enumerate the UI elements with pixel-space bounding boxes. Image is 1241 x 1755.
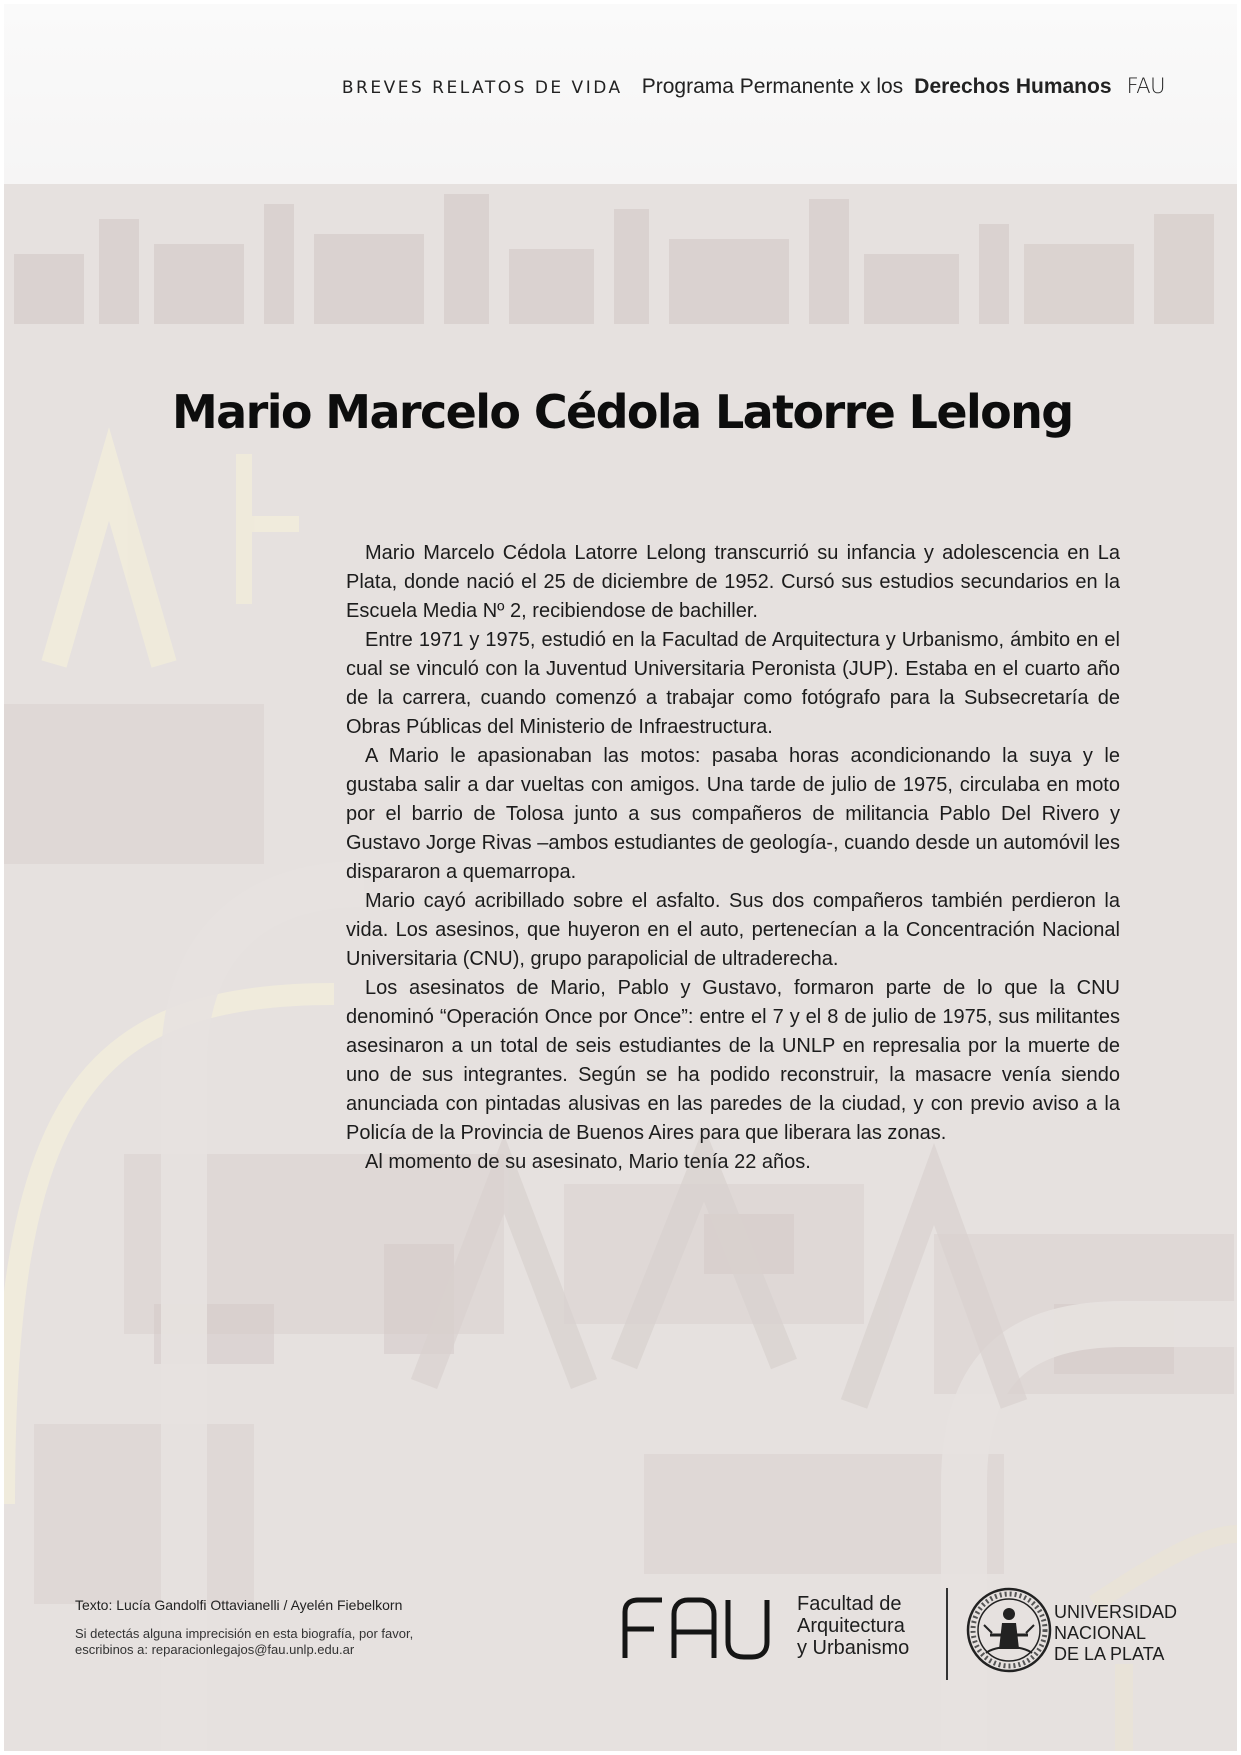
header-brand: FAU	[1126, 74, 1165, 98]
unlp-seal-icon	[966, 1587, 1052, 1673]
bio-paragraph: A Mario le apasionaban las motos: pasaba horas acondicionando la suya y le gustaba salir a dar vueltas con amigos. Una tarde de julio de 1975, circulaba en moto por el barrio de Tolosa junto a sus compañeros de militancia Pablo Del Rivero y Gustavo Jorge Rivas –ambos estudiantes de geología-, cuando desde un automóvil les dispararon a quemarropa.	[346, 745, 1120, 883]
bio-paragraph: Mario cayó acribillado sobre el asfalto. Sus dos compañeros también perdieron la vida. Los asesinos, que huyeron en el auto, pertenecían a la Concentración Nacional Universitaria (CNU), grupo parapolicial de ultraderecha.	[346, 890, 1120, 970]
document-sheet	[4, 4, 1237, 1751]
fau-name-line: y Urbanismo	[797, 1637, 910, 1659]
fau-name-line: Facultad de	[797, 1593, 902, 1615]
program-bold-label: Derechos Humanos	[914, 75, 1112, 98]
note-line: escribinos a: reparacionlegajos@fau.unlp.edu.ar	[75, 1642, 355, 1657]
series-label: BREVES RELATOS DE VIDA	[341, 78, 623, 98]
fau-name	[797, 1593, 909, 1659]
page-title: Mario Marcelo Cédola Latorre Lelong	[172, 385, 1073, 439]
header-line	[342, 74, 1165, 99]
note-line: Si detectás alguna imprecisión en esta biografía, por favor,	[75, 1626, 414, 1641]
bio-paragraph: Al momento de su asesinato, Mario tenía 22 años.	[365, 1151, 811, 1173]
biography-text	[346, 539, 1120, 1177]
bio-paragraph: Mario Marcelo Cédola Latorre Lelong transcurrió su infancia y adolescencia en La Plata, donde nació el 25 de diciembre de 1952. Cursó sus estudios secundarios en la Escuela Media Nº 2, recibiendose de bachiller.	[346, 542, 1120, 622]
fau-name-line: Arquitectura	[797, 1615, 905, 1637]
bio-paragraph: Entre 1971 y 1975, estudió en la Facultad de Arquitectura y Urbanismo, ámbito en el cual se vinculó con la Juventud Universitaria Peronista (JUP). Estaba en el cuarto año de la carrera, cuando comenzó a trabajar como fotógrafo para la Subsecretaría de Obras Públicas del Ministerio de Infraestructura.	[346, 629, 1120, 738]
unlp-name-line: NACIONAL	[1054, 1623, 1147, 1643]
program-label: Programa Permanente x los	[641, 75, 904, 98]
correction-note	[75, 1626, 485, 1658]
text-credit: Texto: Lucía Gandolfi Ottavianelli / Ayelén Fiebelkorn	[75, 1597, 403, 1613]
logo-divider	[946, 1588, 948, 1680]
bio-paragraph: Los asesinatos de Mario, Pablo y Gustavo, formaron parte de lo que la CNU denominó “Operación Once por Once”: entre el 7 y el 8 de julio de 1975, sus militantes asesinaron a un total de seis estudiantes de la UNLP en represalia por la muerte de uno de sus integrantes. Según se ha podido reconstruir, la masacre venía siendo anunciada con pintadas alusivas en las paredes de la ciudad, y con previo aviso a la Policía de la Provincia de Buenos Aires para que liberara las zonas.	[346, 977, 1120, 1144]
unlp-name	[1054, 1602, 1177, 1665]
unlp-name-line: UNIVERSIDAD	[1054, 1602, 1178, 1622]
unlp-name-line: DE LA PLATA	[1054, 1644, 1165, 1664]
fau-logo	[622, 1596, 770, 1660]
